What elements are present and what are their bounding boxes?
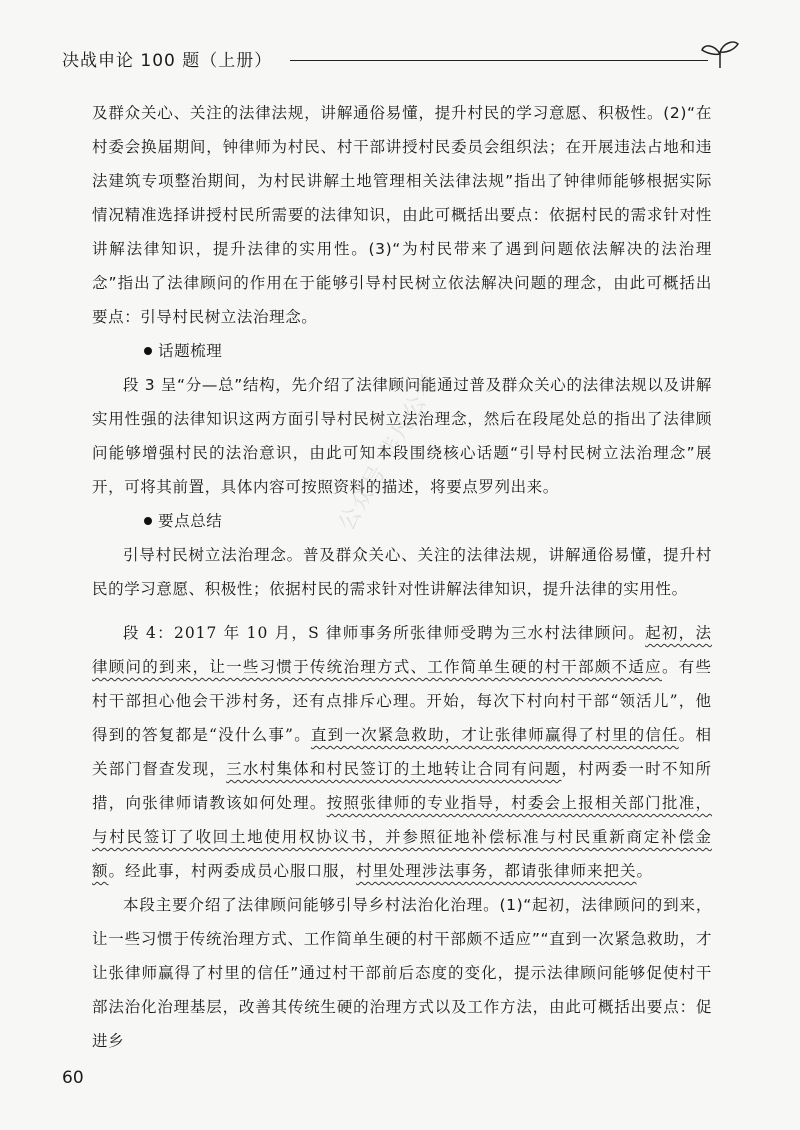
section-heading-topic <box>92 334 712 368</box>
paragraph-continued: 及群众关心、关注的法律法规，讲解通俗易懂，提升村民的学习意愿、积极性。(2)“在村委会换届期间，钟律师为村民、村干部讲授村民委员会组织法；在开展违法占地和违法建筑专项整治期间，为村民讲解土地管理相关法律法规”指出了钟律师能够根据实际情况精准选择讲授村民所需要的法律知识，由此可概括出要点：依据村民的需求针对性讲解法律知识，提升法律的实用性。(3)“为村民带来了遇到问题依法解决的法治理念”指出了法律顾问的作用在于能够引导村民树立依法解决问题的理念，由此可概括出要点：引导村民树立法治理念。 <box>92 104 712 326</box>
material-text: 。 <box>636 862 654 880</box>
sprout-icon <box>700 38 740 70</box>
paragraph-analysis-4: 本段主要介绍了法律顾问能够引导乡村法治化治理。(1)“起初，法律顾问的到来，让一些习惯于传统治理方式、工作简单生硬的村干部颇不适应”“直到一次紧急救助，才让张律师赢得了村里的信任”通过村干部前后态度的变化，提示法律顾问能够促使村干部法治化治理基层，改善其传统生硬的治理方式以及工作方法，由此可概括出要点：促进乡 <box>92 896 712 1050</box>
page-number: 60 <box>62 1068 84 1088</box>
bullet-icon <box>144 347 152 355</box>
watermark: 公众号 非凡公考 <box>334 369 445 535</box>
underlined-material: 村里处理涉法事务，都请张律师来把关 <box>356 862 637 880</box>
section-title-summary: 要点总结 <box>158 512 223 530</box>
bullet-icon <box>144 517 152 525</box>
underlined-material: 按照张律师的专业指导，村委会上报相关部门批准，与村民签订了收回土地使用权协议书，并参照征地补偿标准与村民重新商定补偿金额 <box>92 794 712 880</box>
running-header <box>62 38 738 78</box>
material-text: 。相关部门督查发现， <box>92 726 712 778</box>
header-rule <box>290 60 708 61</box>
underlined-material: 三水村集体和村民签订的土地转让合同有问题 <box>226 760 562 778</box>
paragraph-material-4 <box>92 616 712 888</box>
material-text: 。经此事，村两委成员心服口服， <box>108 862 357 880</box>
material-text: ，村两委一时不知所措，向张律师请教该如何处理。 <box>92 760 712 812</box>
material-text: 。有些村干部担心他会干涉村务，还有点排斥心理。开始，每次下村向村干部“领活儿”，他得到的答复都是“没什么事”。 <box>92 658 712 744</box>
paragraph-topic-analysis: 段 3 呈“分—总”结构，先介绍了法律顾问能通过普及群众关心的法律法规以及讲解实用性强的法律知识这两方面引导村民树立法治理念，然后在段尾处总的指出了法律顾问能够增强村民的法治意识，由此可知本段围绕核心话题“引导村民树立法治理念”展开，可将其前置，具体内容可按照资料的描述，将要点罗列出来。 <box>92 376 712 496</box>
material-text: 段 4：2017 年 10 月，S 律师事务所张律师受聘为三水村法律顾问。 <box>123 624 646 642</box>
book-title: 决战申论 100 题（上册） <box>62 51 273 71</box>
underlined-material: 直到一次紧急救助，才让张律师赢得了村里的信任 <box>310 726 679 744</box>
underlined-material: 起初，法律顾问的到来，让一些习惯于传统治理方式、工作简单生硬的村干部颇不适应 <box>92 624 712 676</box>
section-heading-summary <box>92 504 712 538</box>
paragraph-summary: 引导村民树立法治理念。普及群众关心、关注的法律法规，讲解通俗易懂，提升村民的学习意愿、积极性；依据村民的需求针对性讲解法律知识，提升法律的实用性。 <box>92 546 712 598</box>
page-content <box>92 96 712 1058</box>
section-title-topic: 话题梳理 <box>158 342 223 360</box>
